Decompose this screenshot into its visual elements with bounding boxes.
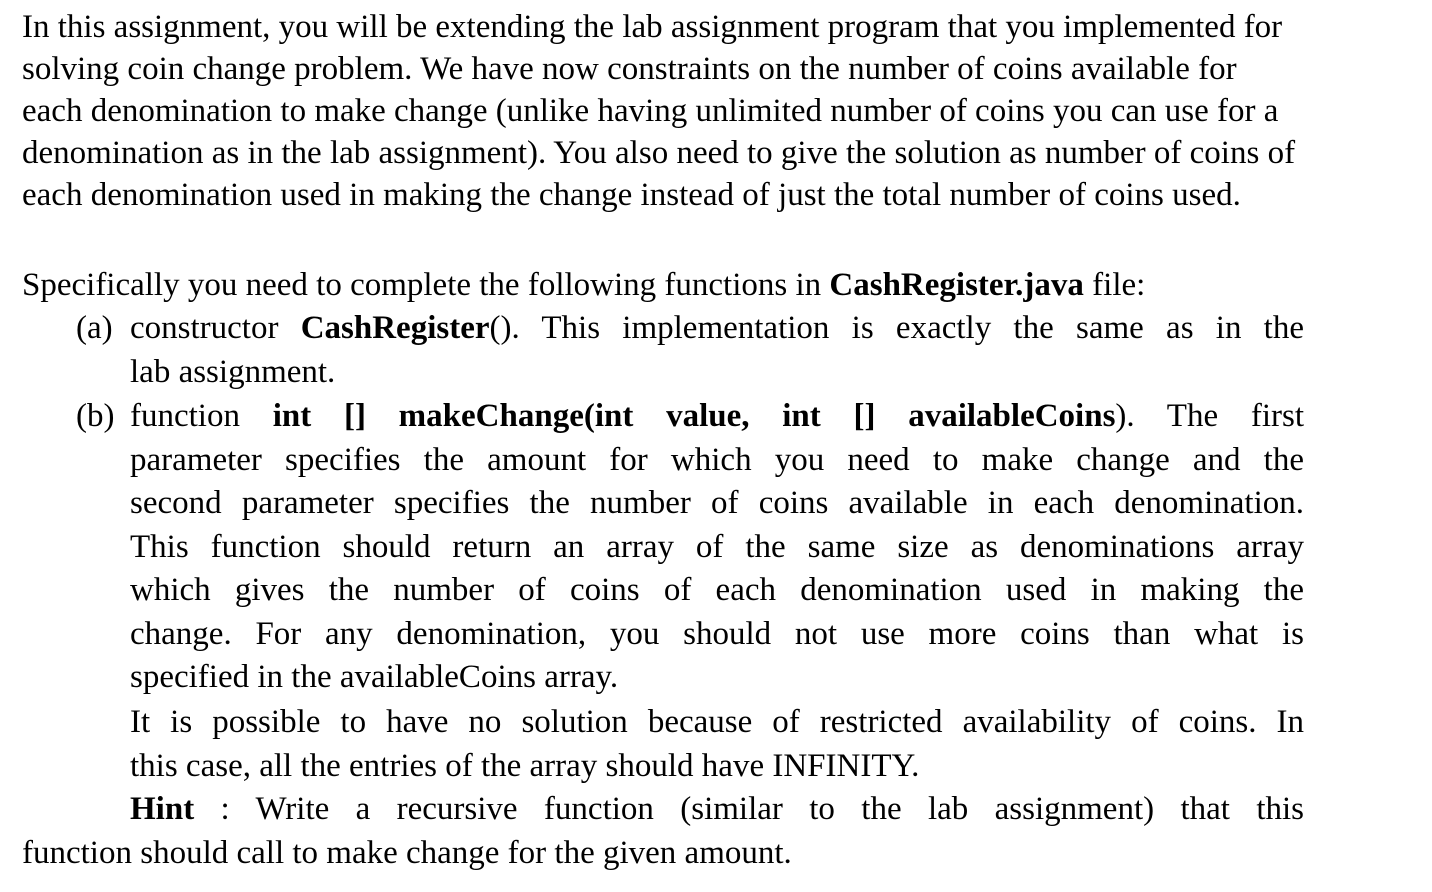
note-line-2: this case, all the entries of the array should have INFINITY. [130,747,920,784]
item-a-line-2: lab assignment. [130,353,336,390]
no-solution-note [130,701,1304,788]
item-b-line-2: parameter specifies the amount for which you need to make change and the [130,441,1304,478]
note-line-1: It is possible to have no solution because of restricted availability of coins. In [130,704,1304,740]
list-item-b [76,395,1304,700]
item-b-line-6: change. For any denomination, you should not use more coins than what is [130,615,1304,652]
list-marker-a: (a) [76,310,113,346]
intro-paragraph [22,6,1422,216]
item-b-post: ). The first [1115,398,1304,434]
list-item-a [76,307,1304,394]
item-a-line-1 [130,307,1304,351]
spec-suffix: file: [1083,267,1146,303]
item-a-constructor-name: CashRegister [300,310,490,346]
intro-line-4: denomination as in the lab assignment). You also need to give the solution as number of coins of [22,135,1296,171]
item-a-post: (). This implementation is exactly the same as in the [489,310,1304,346]
spec-filename: CashRegister.java [829,267,1084,303]
item-b-line-4: This function should return an array of the same size as denominations array [130,528,1304,565]
item-a-pre: constructor [130,310,301,346]
spec-prefix: Specifically you need to complete the following functions in [22,267,830,303]
intro-line-3: each denomination to make change (unlike having unlimited number of coins you can use for a [22,93,1279,129]
list-marker-b: (b) [76,398,115,434]
item-b-signature: int [] makeChange(int value, int [] availableCoins [272,398,1116,434]
list-item-a-body [130,307,1304,394]
item-b-line-1 [130,395,1304,439]
item-b-line-7: specified in the availableCoins array. [130,659,619,695]
intro-line-1: In this assignment, you will be extending the lab assignment program that you implemented for [22,9,1283,45]
hint-line-1 [130,788,1304,832]
hint-text: : Write a recursive function (similar to the lab assignment) that this [194,791,1304,827]
spec-sentence [22,264,1145,306]
assignment-document [22,6,1422,871]
intro-line-5: each denomination used in making the change instead of just the total number of coins used. [22,177,1241,213]
item-b-line-3: second parameter specifies the number of coins available in each denomination. [130,485,1304,521]
hint-paragraph [130,788,1304,832]
hint-label: Hint [130,791,195,827]
intro-line-2: solving coin change problem. We have now constraints on the number of coins available for [22,51,1237,87]
hint-line-2: function should call to make change for the given amount. [22,835,792,871]
list-item-b-body [130,395,1304,700]
item-b-pre: function [130,398,273,434]
item-b-line-5: which gives the number of coins of each denomination used in making the [130,572,1304,608]
